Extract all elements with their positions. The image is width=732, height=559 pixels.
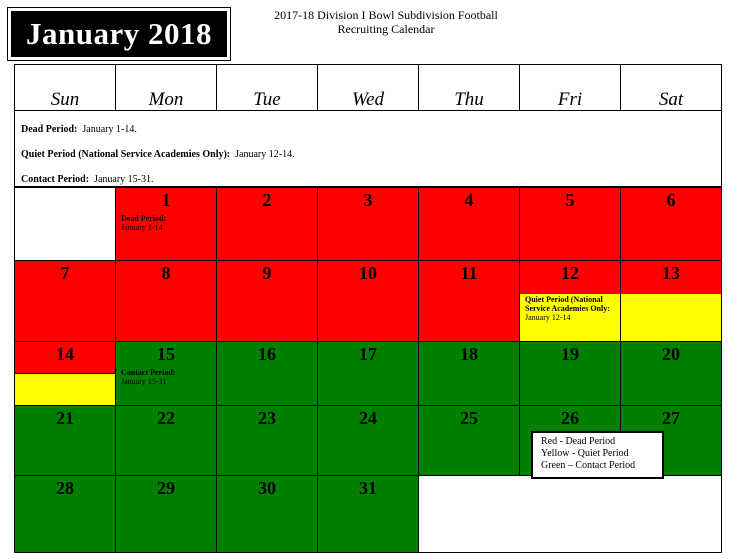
date-cell-18[interactable] [418,341,520,406]
date-cell-29[interactable] [115,475,217,553]
legend-dead: Red - Dead Period [541,436,616,447]
caption-quiet: Quiet Period (National Service Academies Only: January 12-14 [525,295,610,322]
month-title: January 2018 [11,11,227,57]
date-cell-3[interactable] [317,187,419,261]
day-header-sat: Sat [620,64,722,111]
date-number: 22 [157,408,175,428]
date-cell-11[interactable] [418,260,520,342]
date-number: 5 [565,190,575,210]
date-cell-15[interactable] [115,341,217,406]
date-number: 19 [561,344,579,364]
legend-quiet: Yellow - Quiet Period [541,448,629,459]
date-cell-4[interactable] [418,187,520,261]
empty-cell [14,187,116,261]
day-header-sun: Sun [14,64,116,111]
date-cell-22[interactable] [115,405,217,476]
date-number: 9 [262,263,272,283]
date-cell-9[interactable] [216,260,318,342]
day-header-tue: Tue [216,64,318,111]
date-number: 7 [60,263,70,283]
date-number: 17 [359,344,377,364]
date-cell-13[interactable] [620,260,722,342]
calendar-grid [14,64,722,553]
date-cell-17[interactable] [317,341,419,406]
date-cell-6[interactable] [620,187,722,261]
date-cell-5[interactable] [519,187,621,261]
date-number: 26 [561,408,579,428]
date-cell-12[interactable] [519,260,621,342]
caption-contact: Contact Period: January 15-31 [121,368,176,386]
date-cell-20[interactable] [620,341,722,406]
calendar-header [236,8,536,36]
date-cell-23[interactable] [216,405,318,476]
date-number: 23 [258,408,276,428]
date-cell-2[interactable] [216,187,318,261]
date-cell-31[interactable] [317,475,419,553]
date-cell-21[interactable] [14,405,116,476]
date-number: 4 [464,190,474,210]
date-cell-14[interactable] [14,341,116,406]
date-number: 3 [363,190,373,210]
date-number: 20 [662,344,680,364]
quiet-period-fill [621,294,721,341]
date-cell-16[interactable] [216,341,318,406]
date-number: 8 [161,263,171,283]
date-number: 25 [460,408,478,428]
date-number: 18 [460,344,478,364]
color-legend [531,431,664,479]
day-header-wed: Wed [317,64,419,111]
date-cell-10[interactable] [317,260,419,342]
note-contact: Contact Period: January 15-31. [21,174,154,185]
legend-contact: Green – Contact Period [541,460,636,471]
date-cell-30[interactable] [216,475,318,553]
date-number: 21 [56,408,74,428]
day-header-fri: Fri [519,64,621,111]
date-cell-1[interactable] [115,187,217,261]
date-number: 6 [666,190,676,210]
note-quiet: Quiet Period (National Service Academies Only): January 12-14. [21,149,295,160]
date-number: 29 [157,478,175,498]
date-number: 13 [662,263,680,283]
month-badge [7,7,231,61]
date-number: 24 [359,408,377,428]
date-number: 14 [56,344,74,364]
caption-dead: Dead Period: January 1-14 [121,214,167,232]
date-number: 28 [56,478,74,498]
date-cell-7[interactable] [14,260,116,342]
date-number: 15 [157,344,175,364]
date-cell-8[interactable] [115,260,217,342]
date-cell-25[interactable] [418,405,520,476]
date-number: 16 [258,344,276,364]
day-header-mon: Mon [115,64,217,111]
date-number: 1 [161,190,171,210]
date-number: 12 [561,263,579,283]
empty-cell [418,475,722,553]
header-line-1: 2017-18 Division I Bowl Subdivision Football [274,8,498,22]
day-header-thu: Thu [418,64,520,111]
date-cell-19[interactable] [519,341,621,406]
date-number: 2 [262,190,272,210]
date-number: 30 [258,478,276,498]
date-number: 31 [359,478,377,498]
date-cell-24[interactable] [317,405,419,476]
header-line-2: Recruiting Calendar [337,22,435,36]
date-cell-28[interactable] [14,475,116,553]
date-number: 10 [359,263,377,283]
note-dead: Dead Period: January 1-14. [21,124,137,135]
quiet-period-fill [15,373,115,405]
date-number: 27 [662,408,680,428]
period-notes [14,111,722,187]
date-number: 11 [460,263,478,283]
